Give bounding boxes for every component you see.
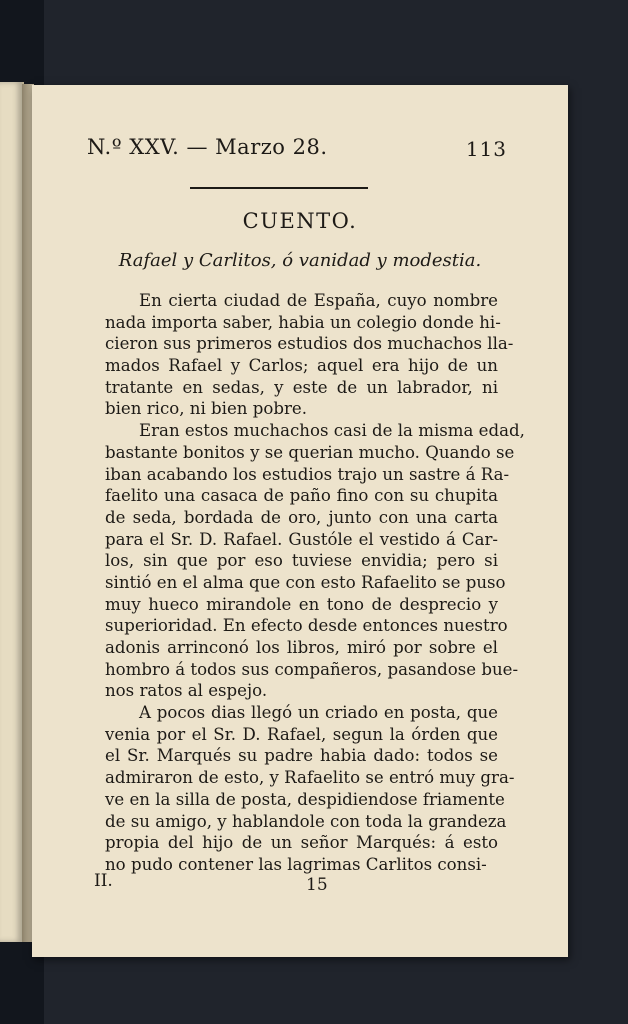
text-line: mados Rafael y Carlos; aquel era hijo de un bbox=[105, 356, 498, 376]
text-line: bastante bonitos y se querian mucho. Quando se bbox=[105, 442, 515, 462]
text-line: nos ratos al espejo. bbox=[105, 681, 268, 701]
text-line: el Sr. Marqués su padre habia dado: todos se bbox=[105, 746, 498, 766]
facing-page-edge bbox=[0, 82, 24, 942]
text-line: superioridad. En efecto desde entonces nuestro bbox=[105, 616, 508, 636]
issue-date: N.º XXV. — Marzo 28. bbox=[87, 135, 328, 159]
text-line: cieron sus primeros estudios dos muchachos lla- bbox=[105, 334, 514, 354]
text-line: Eran estos muchachos casi de la misma edad, bbox=[139, 421, 525, 441]
signature-mark: II. bbox=[94, 871, 113, 891]
folio-number: 15 bbox=[306, 875, 328, 895]
text-line: ve en la silla de posta, despidiendose friamente bbox=[105, 789, 505, 809]
text-line: admiraron de esto, y Rafaelito se entró muy gra- bbox=[105, 768, 515, 788]
text-line: tratante en sedas, y este de un labrador, ni bbox=[105, 377, 498, 397]
text-line: En cierta ciudad de España, cuyo nombre bbox=[139, 291, 498, 310]
text-line: para el Sr. D. Rafael. Gustóle el vestido á Car- bbox=[105, 529, 498, 549]
text-line: adonis arrinconó los libros, miró por sobre el bbox=[105, 638, 498, 657]
story-subtitle: Rafael y Carlitos, ó vanidad y modestia. bbox=[118, 250, 482, 271]
book-page bbox=[32, 85, 568, 957]
text-line: sintió en el alma que con esto Rafaelito se puso bbox=[105, 572, 506, 592]
page-number: 113 bbox=[465, 137, 507, 161]
text-line: muy hueco mirandole en tono de desprecio y bbox=[105, 594, 498, 614]
header-rule bbox=[190, 187, 368, 189]
text-line: hombro á todos sus compañeros, pasandose bue- bbox=[105, 659, 519, 679]
text-line: faelito una casaca de paño fino con su chupita bbox=[105, 486, 498, 506]
text-line: no pudo contener las lagrimas Carlitos consi- bbox=[105, 854, 487, 874]
text-line: de seda, bordada de oro, junto con una carta bbox=[105, 507, 498, 527]
text-line: los, sin que por eso tuviese envidia; pero si bbox=[105, 551, 498, 571]
text-line: venia por el Sr. D. Rafael, segun la órden que bbox=[105, 724, 498, 744]
story-body bbox=[105, 290, 525, 876]
text-line: iban acabando los estudios trajo un sastre á Ra- bbox=[105, 464, 510, 484]
text-line: propia del hijo de un señor Marqués: á esto bbox=[105, 833, 498, 853]
text-line: nada importa saber, habia un colegio donde hi- bbox=[105, 312, 501, 332]
text-line: de su amigo, y hablandole con toda la grandeza bbox=[105, 811, 507, 831]
page-footer bbox=[94, 871, 394, 895]
running-header bbox=[87, 135, 507, 165]
story-title: CUENTO. bbox=[242, 209, 358, 233]
text-line: bien rico, ni bien pobre. bbox=[105, 399, 308, 419]
text-line: A pocos dias llegó un criado en posta, que bbox=[139, 703, 498, 723]
